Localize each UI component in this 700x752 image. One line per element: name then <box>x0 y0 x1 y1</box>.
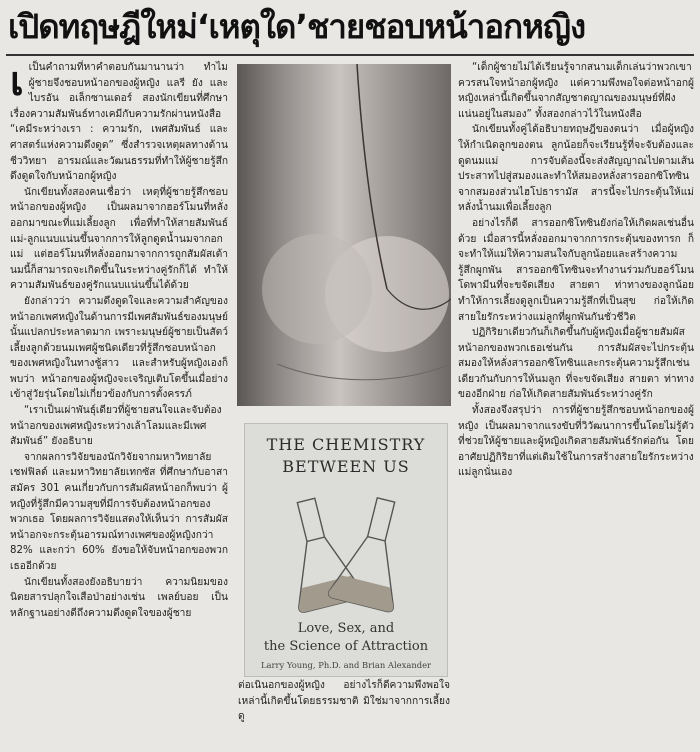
article-paragraph: นักเขียนทั้งคู่ได้อธิบายทฤษฎีของตนว่า เมื่อผู้หญิงให้กำเนิดลูกของตน ลูกน้อยก็จะเรียนรู้ที่จะจับต้องและดูดนมแม่ การจับต้องนี้จะส่งสัญญาณไปตามเส้นประสาทไปสู่สมองและทำให้สมองหลั่งสารออกซิโทซิน จากสมองส่วนไฮโปธารามัส สารนี้จะไปกระตุ้นให้แม่หลั่งน้ำนมเพื่อเลี้ยงลูก <box>458 124 694 214</box>
article-photo <box>237 64 451 406</box>
photo-illustration <box>237 64 451 406</box>
book-title-line: BETWEEN US <box>282 457 410 476</box>
article-column-1 <box>10 60 228 750</box>
article-paragraph: อย่างไรก็ดี สารออกซิโทซินยังก่อให้เกิดผลเช่นอื่นด้วย เมื่อสารนี้หลั่งออกมาจากการกระตุ้นของทารก ก็จะทำให้แม่ให้ความสนใจกับลูกน้อยและสร้างความรู้สึกผูกพัน สารออกซิโทซินจะทำงานร่วมกับฮอร์โมนโดพามีนที่จะขจัดเสียง สายตา ท่าทางของลูกน้อย ทำให้การเลี้ยงดูลูกเป็นความรู้สึกที่เป็นสุข ก่อให้เกิดสายใยรักระหว่างแม่ลูกที่ผูกพันกันชั่วชีวิต <box>458 217 694 323</box>
book-title-line: THE CHEMISTRY <box>266 435 426 454</box>
book-subtitle-line: Love, Sex, and <box>297 621 395 636</box>
article-paragraph <box>10 60 228 185</box>
book-subtitle-line: the Science of Attraction <box>263 639 429 654</box>
headline-rule <box>6 54 694 56</box>
article-paragraph: ยังกล่าวว่า ความดึงดูดใจและความสำคัญของหน้าอกเพศหญิงในด้านการมีเพศสัมพันธ์ของมนุษย์นั้นแปลกประหลาดมาก เพราะมนุษย์ผู้ชายเป็นสัตว์เลี้ยงลูกด้วยนมเพศผู้ชนิดเดียวที่รู้สึกชอบหน้าอกของเพศหญิงในทางชู้สาว และสำหรับผู้หญิงเองก็พบว่า หน้าอกของผู้หญิงจะเจริญเติบโตขึ้นเมื่อย่างเข้าสู่วัยรุ่นโดยไม่เกี่ยวข้องกับการตั้งครรภ์ <box>10 295 228 401</box>
article-paragraph: นักเขียนทั้งสองคนเชื่อว่า เหตุที่ผู้ชายรู้สึกชอบหน้าอกของผู้หญิง เป็นผลมาจากฮอร์โมนที่หลั่งออกมาขณะที่แม่เลี้ยงลูก เพื่อที่ทำให้สายสัมพันธ์แม่-ลูกแนบแน่นขึ้นจากการให้ลูกดูดน้ำนมจากอกแม่ แต่ฮอร์โมนที่หลั่งออกมาจากการถูกสัมผัสเต้านมนี้ก็สามารถจะเกิดขึ้นในระหว่างคู่รักก็ได้ ทำให้ความสัมพันธ์ของคู่รักแนบแน่นขึ้นได้ด้วย <box>10 186 228 292</box>
book-subtitle <box>245 620 447 656</box>
paragraph-text: เป็นคำถามที่หาคำตอบกันมานานว่า ทำไมผู้ชายจึงชอบหน้าอกของผู้หญิง แลรี ยัง และไบรอัน อเล็กซานเดอร์ สองนักเขียนที่ศึกษาเรื่องความสัมพันธ์ทางเคมีกับความรักผ่านหนังสือ “เคมีระหว่างเรา : ความรัก, เพศสัมพันธ์ และศาสตร์แห่งความดึงดูด” ซึ่งสำรวจเหตุผลทางด้านชีววิทยา อารมณ์และวัฒนธรรมที่ทำให้ผู้ชายรู้สึกดึงดูดใจกับหน้าอกผู้หญิง <box>10 62 228 183</box>
book-cover <box>244 423 448 677</box>
article-column-2 <box>238 678 450 750</box>
book-authors: Larry Young, Ph.D. and Brian Alexander <box>260 660 432 670</box>
article-paragraph: ทั้งสองจึงสรุปว่า การที่ผู้ชายรู้สึกชอบหน้าอกของผู้หญิง เป็นผลมาจากแรงขับที่วิวัฒนาการขึ้นโดยไม่รู้ตัว ที่ช่วยให้ผู้ชายและผู้หญิงเกิดสายสัมพันธ์รักต่อกัน โดยอาศัยปฏิกิริยาที่แต่เดิมใช้ในการสร้างสายใยรักระหว่างแม่ลูกนั่นเอง <box>458 405 694 479</box>
drop-cap: เ <box>10 60 24 105</box>
headline: เปิดทฤษฎีใหม่‘เหตุใด’ชายชอบหน้าอกหญิง <box>8 7 586 46</box>
article-paragraph: “เราเป็นเผ่าพันธุ์เดียวที่ผู้ชายสนใจและจับต้องหน้าอกของเพศหญิงระหว่างเล้าโลมและมีเพศสัมพันธ์” ยังอธิบาย <box>10 405 222 448</box>
article-paragraph: ต่อเนินอกของผู้หญิง อย่างไรก็ดีความพึงพอใจเหล่านี้เกิดขึ้นโดยธรรมชาติ มิใช่มาจากการเลี้ยงดู <box>238 680 450 723</box>
flasks-icon <box>283 496 411 614</box>
article-paragraph: “เด็กผู้ชายไม่ได้เรียนรู้จากสนามเด็กเล่นว่าพวกเขาควรสนใจหน้าอกผู้หญิง แต่ความพึงพอใจต่อหน้าอกผู้หญิงเหล่านี้เกิดขึ้นจากสัญชาตญาณของมนุษย์ที่ฝังแน่นอยู่ในสมอง” ทั้งสองกล่าวไว้ในหนังสือ <box>458 62 694 120</box>
article-paragraph: จากผลการวิจัยของนักวิจัยจากมหาวิทยาลัยเชฟฟิลด์ และมหาวิทยาลัยเทกซัส ที่ศึกษากับอาสาสมัคร 301 คนเกี่ยวกับการสัมผัสหน้าอกก็พบว่า ผู้หญิงที่รู้สึกมีความสุขที่มีการจับต้องหน้าอกของพวกเธอ โดยผลการวิจัยแสดงให้เห็นว่า การสัมผัสหน้าอกจะกระตุ้นอารมณ์ทางเพศของผู้หญิงกว่า 82% และกว่า 60% ยังขอให้จับหน้าอกของพวกเธออีกด้วย <box>10 451 228 572</box>
article-paragraph: ปฏิกิริยาเดียวกันก็เกิดขึ้นกับผู้หญิงเมื่อผู้ชายสัมผัสหน้าอกของพวกเธอเช่นกัน การสัมผัสจะไปกระตุ้นสมองให้หลั่งสารออกซิโทซินและกระตุ้นความรู้สึกเช่นเดียวกันกับการให้นมลูก ที่จะขจัดเสียง สายตา ท่าทางของอีกฝ่าย ก่อให้เกิดสายสัมพันธ์ระหว่างคู่รัก <box>458 327 694 401</box>
article-column-3 <box>458 60 694 750</box>
article-paragraph: นักเขียนทั้งสองยังอธิบายว่า ความนิยมของนิตยสารปลุกใจเสือป่าอย่างเช่น เพลย์บอย เป็นหลักฐานอย่างดีถึงความดึงดูดใจของผู้ชาย <box>10 576 228 619</box>
book-title <box>245 434 447 478</box>
